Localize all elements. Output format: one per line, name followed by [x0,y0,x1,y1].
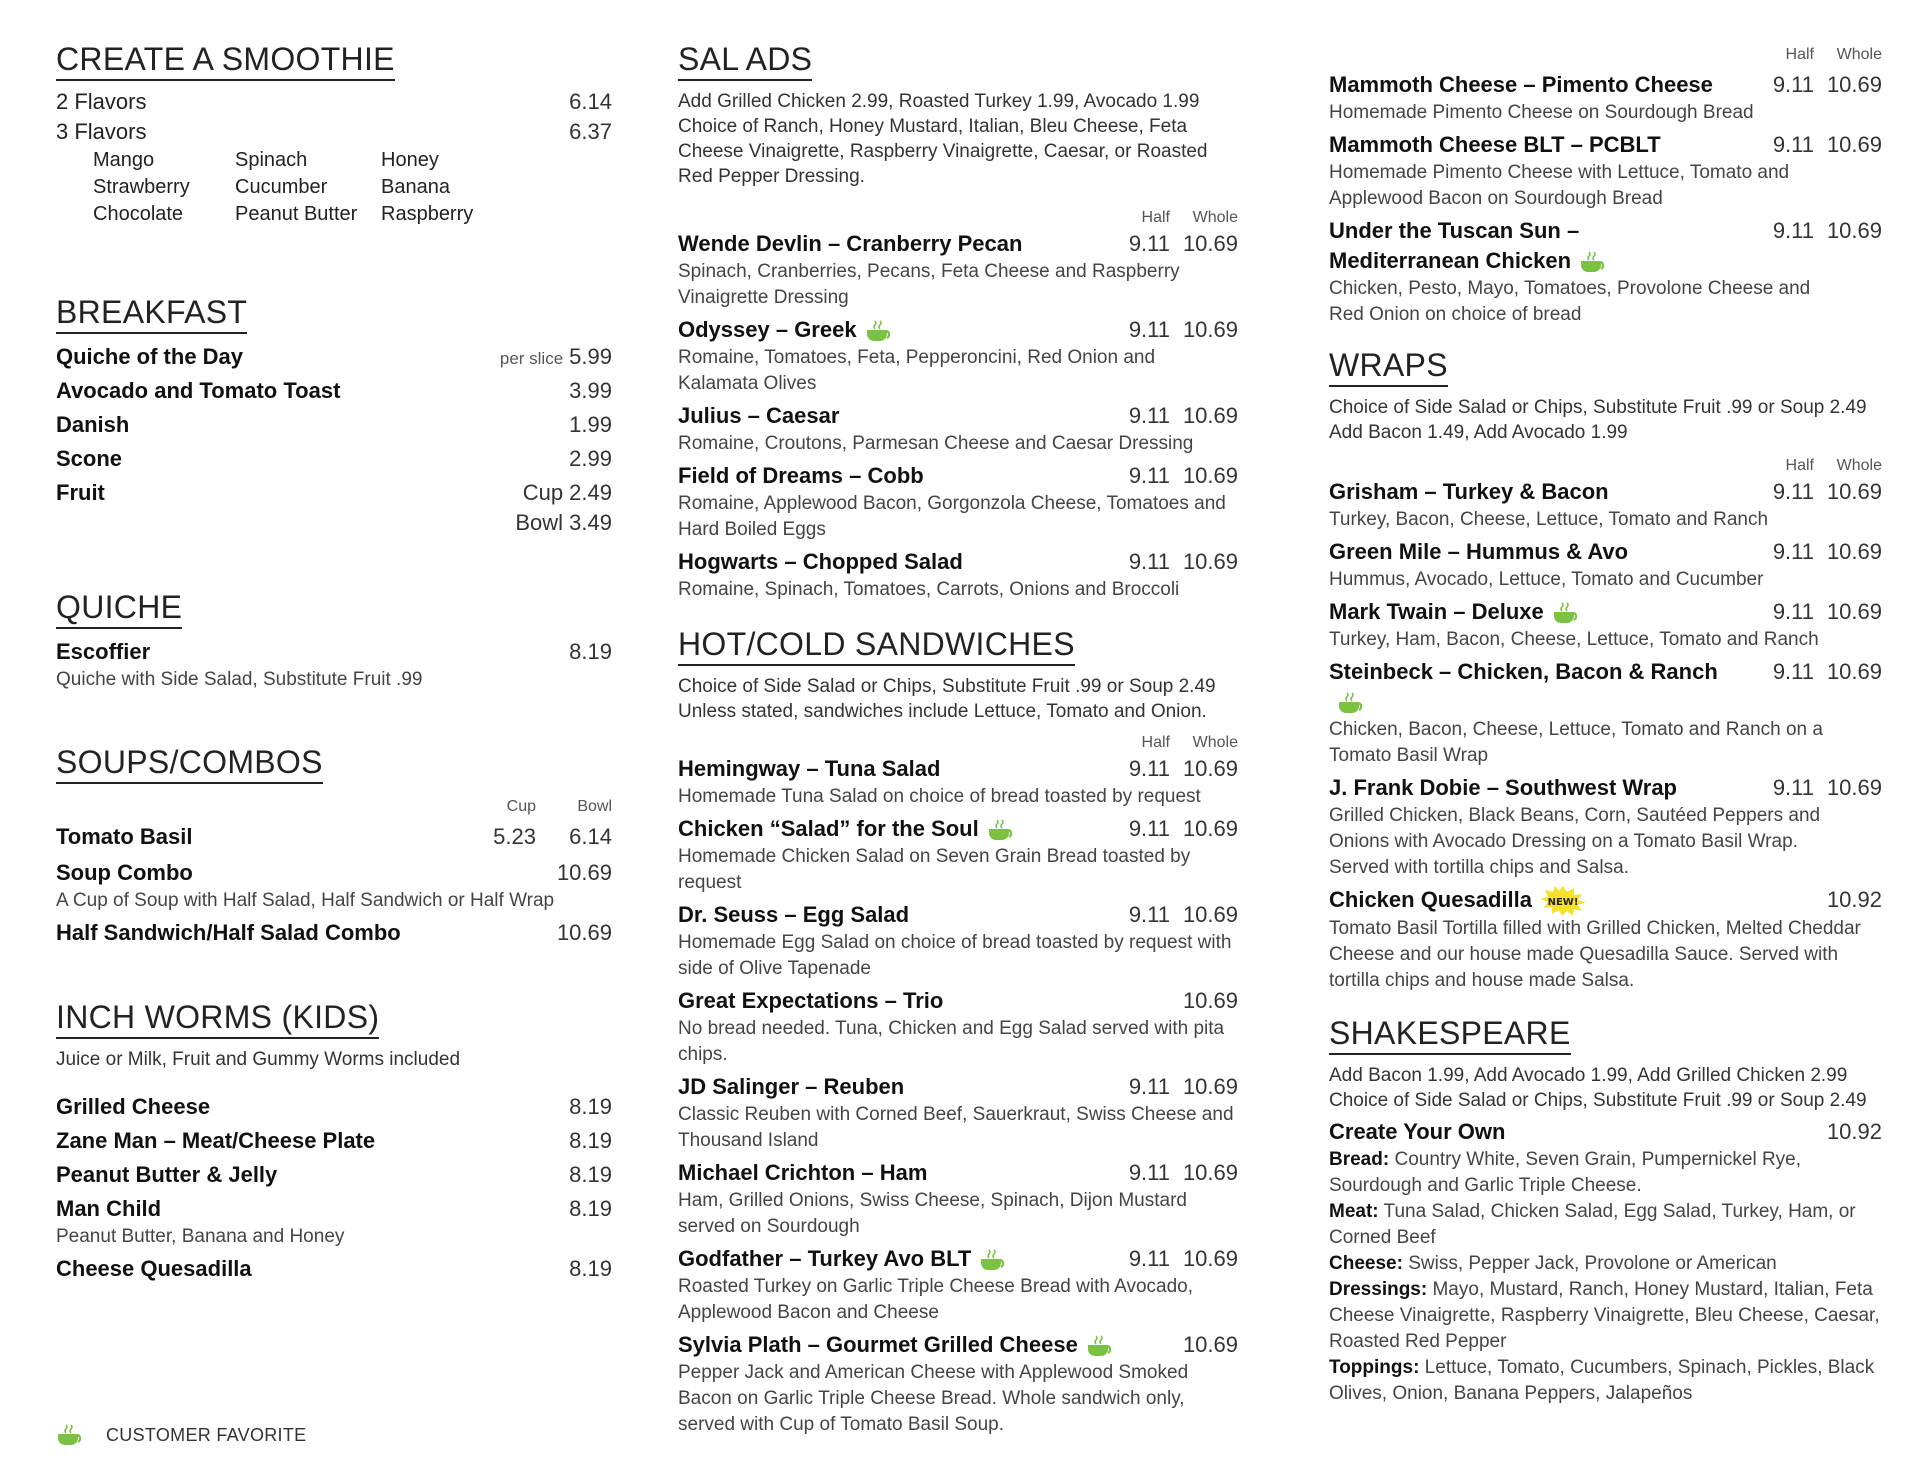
item-price-whole: 10.69 [1182,816,1238,841]
item-name: Hemingway – Tuna Salad [678,756,941,781]
item-desc: Roasted Turkey on Garlic Triple Cheese Bread with Avocado, Applewood Bacon and Cheese [678,1276,1194,1323]
item-price-whole: 10.69 [1182,1074,1238,1099]
half-whole-header [1329,44,1882,66]
item-price-cup: 5.23 [493,824,536,849]
menu-item [1329,597,1882,627]
smoothie-section [56,40,612,228]
menu-item [678,401,1238,431]
item-name [1329,657,1742,717]
wraps-heading: WRAPS [1329,346,1448,387]
item-desc: Romaine, Tomatoes, Feta, Pepperoncini, Red Onion and Kalamata Olives [678,347,1156,394]
item-name: Great Expectations – Trio [678,988,944,1013]
shakespeare-note: Add Bacon 1.99, Add Avocado 1.99, Add Grilled Chicken 2.99 Choice of Side Salad or Chips, Substitute Fruit .99 or Soup 2.49 [1329,1065,1867,1112]
item-price: 8.19 [569,1094,612,1119]
item-name: JD Salinger – Reuben [678,1074,905,1099]
item-price-half: 9.11 [1128,231,1170,256]
item-name: Soup Combo [56,860,193,885]
smoothie-size-row [56,87,612,117]
item-desc: Peanut Butter, Banana and Honey [56,1226,345,1247]
menu-item [56,444,612,474]
item-price-half: 9.11 [1772,775,1814,800]
menu-item [1329,1117,1882,1147]
item-desc: Homemade Pimento Cheese with Lettuce, Tomato and Applewood Bacon on Sourdough Bread [1329,162,1790,209]
item-name-text: Odyssey – Greek [678,317,857,342]
item-price: 8.19 [569,1128,612,1153]
option-label: Meat: [1329,1201,1379,1223]
menu-item [1329,885,1882,916]
flavor-item: Chocolate [93,203,184,225]
menu-item [1329,773,1882,803]
item-name [678,1244,1098,1274]
menu-item [678,1330,1238,1360]
option-line [1329,1355,1882,1407]
item-name: Fruit [56,480,105,505]
item-price-whole: 10.69 [1826,599,1882,624]
soups-heading: SOUPS/COMBOS [56,743,323,784]
menu-item [56,1194,612,1224]
salads-section [678,40,1238,603]
item-name: Mammoth Cheese BLT – PCBLT [1329,132,1661,157]
item-price-half: 9.11 [1772,659,1814,684]
menu-item [1329,216,1882,246]
option-line [1329,1251,1882,1277]
menu-item [678,1072,1238,1102]
menu-item [678,900,1238,930]
item-price-whole: 10.69 [1826,132,1882,157]
item-name: Scone [56,446,123,471]
item-name-text: Godfather – Turkey Avo BLT [678,1246,972,1271]
menu-item [1329,657,1882,717]
item-price: 2.99 [569,446,612,471]
col-half: Half [1785,46,1814,63]
menu-item [1329,537,1882,567]
half-whole-header [678,732,1238,754]
item-price-whole: 10.69 [1182,1332,1238,1357]
item-desc: Grilled Chicken, Black Beans, Corn, Sautéed Peppers and Onions with Avocado Dressing on a Tomato Basil Wrap. Served with tortilla chips and Salsa. [1329,805,1821,878]
item-name [678,1330,1170,1360]
col-whole: Whole [1836,457,1882,474]
menu-item [1329,477,1882,507]
item-name: Zane Man – Meat/Cheese Plate [56,1128,376,1153]
item-price-whole: 10.69 [1826,659,1882,684]
menu-item [678,1158,1238,1188]
item-desc: Hummus, Avocado, Lettuce, Tomato and Cucumber [1329,569,1764,590]
item-unit: per slice [499,349,564,368]
item-price-half: 9.11 [1128,1074,1170,1099]
item-desc: Pepper Jack and American Cheese with Applewood Smoked Bacon on Garlic Triple Cheese Bread. Whole sandwich only, served with Cup of Tomato Basil Soup. [678,1362,1189,1435]
item-price-whole: 10.69 [1182,1246,1238,1271]
shakespeare-heading: SHAKESPEARE [1329,1014,1571,1055]
coffee-cup-icon [979,1249,1007,1271]
col-whole: Whole [1192,209,1238,226]
item-name-text: Chicken “Salad” for the Soul [678,816,979,841]
item-price-whole: 10.69 [1826,479,1882,504]
menu-item [56,918,612,948]
option-label: Toppings: [1329,1357,1420,1379]
item-desc: Quiche with Side Salad, Substitute Fruit .99 [56,669,423,690]
item-desc: Chicken, Pesto, Mayo, Tomatoes, Provolone Cheese and Red Onion on choice of bread [1329,278,1811,325]
sandwiches-note: Choice of Side Salad or Chips, Substitute Fruit .99 or Soup 2.49 Unless stated, sandwiches include Lettuce, Tomato and Onion. [678,676,1216,722]
col-whole: Whole [1192,734,1238,751]
half-whole-header [678,207,1238,229]
half-whole-header [1329,455,1882,477]
sandwiches-section [678,625,1238,1438]
new-badge [1540,886,1586,916]
option-text: Tuna Salad, Chicken Salad, Egg Salad, Turkey, Ham, or Corned Beef [1329,1201,1856,1249]
menu-item [678,229,1238,259]
menu-item [56,410,612,440]
menu-item [678,1244,1238,1274]
menu-item [678,814,1238,844]
item-desc: Turkey, Ham, Bacon, Cheese, Lettuce, Tomato and Ranch [1329,629,1819,650]
menu-item [678,315,1238,345]
quiche-section [56,588,612,693]
col-half: Half [1141,209,1170,226]
item-desc: Ham, Grilled Onions, Swiss Cheese, Spinach, Dijon Mustard served on Sourdough [678,1190,1187,1237]
item-price: 8.19 [569,1256,612,1281]
menu-item [1329,70,1882,100]
coffee-cup-icon [56,1424,84,1446]
coffee-cup-icon [987,819,1015,841]
item-price-half: 9.11 [1772,132,1814,157]
item-price-whole: 10.69 [1826,775,1882,800]
item-name: Dr. Seuss – Egg Salad [678,902,910,927]
item-name: Mammoth Cheese – Pimento Cheese [1329,72,1713,97]
menu-item [56,1160,612,1190]
item-price: 10.92 [1826,887,1882,912]
item-price: 10.69 [556,860,612,885]
item-name: Julius – Caesar [678,403,840,428]
item-name: Grisham – Turkey & Bacon [1329,479,1609,504]
item-price-half: 9.11 [1128,403,1170,428]
item-desc: Homemade Chicken Salad on Seven Grain Bread toasted by request [678,846,1191,893]
item-name: Quiche of the Day [56,344,244,369]
breakfast-heading: BREAKFAST [56,293,247,334]
item-name: Half Sandwich/Half Salad Combo [56,920,401,945]
item-name-text: Mediterranean Chicken [1329,248,1572,273]
coffee-cup-icon [1579,251,1607,273]
soups-section [56,743,612,948]
menu-item [56,1254,612,1284]
item-desc: Spinach, Cranberries, Pecans, Feta Cheese and Raspberry Vinaigrette Dressing [678,261,1180,308]
kids-heading: INCH WORMS (KIDS) [56,998,379,1039]
wraps-section [1329,346,1882,994]
item-price-half: 9.11 [1128,1246,1170,1271]
option-label: Bread: [1329,1149,1390,1171]
item-price: 1.99 [569,412,612,437]
item-name: Escoffier [56,639,151,664]
item-price-half: 9.11 [1128,317,1170,342]
menu-item [1329,130,1882,160]
salads-heading: SAL ADS [678,40,812,81]
flavor-item: Banana [381,176,450,198]
menu-item [678,547,1238,577]
item-price-whole: 10.69 [1826,72,1882,97]
item-price-whole: 10.69 [1182,902,1238,927]
item-name [1329,597,1742,627]
item-price: 8.19 [569,1196,612,1221]
item-price-whole: 10.69 [1182,403,1238,428]
option-label: Cheese: [1329,1253,1403,1275]
item-price-whole: 10.69 [1182,549,1238,574]
smoothie-heading: CREATE A SMOOTHIE [56,40,395,81]
item-name: Tomato Basil [56,824,193,849]
item-price-whole: 10.69 [1182,317,1238,342]
item-desc: Turkey, Bacon, Cheese, Lettuce, Tomato and Ranch [1329,509,1769,530]
item-price: 10.92 [1826,1119,1882,1145]
option-text: Mayo, Mustard, Ranch, Honey Mustard, Italian, Feta Cheese Vinaigrette, Raspberry Vinaigrette, Bleu Cheese, Caesar, Roasted Red Pepper [1329,1279,1880,1353]
item-price-half: 9.11 [1128,816,1170,841]
item-desc: A Cup of Soup with Half Salad, Half Sandwich or Half Wrap [56,890,555,911]
option-text: Lettuce, Tomato, Cucumbers, Spinach, Pickles, Black Olives, Onion, Banana Peppers, Jalapeños [1329,1357,1875,1405]
item-price: 8.19 [569,639,612,664]
option-line [1329,1199,1882,1251]
item-price-half: 9.11 [1128,756,1170,781]
item-name: Under the Tuscan Sun – [1329,218,1580,243]
coffee-cup-icon [1552,602,1580,624]
sandwiches-continued [1329,44,1882,328]
item-price-bowl: 6.14 [569,824,612,849]
customer-favorite-legend [56,1424,306,1446]
option-text: Country White, Seven Grain, Pumpernickel Rye, Sourdough and Garlic Triple Cheese. [1329,1149,1802,1197]
item-price-whole: 10.69 [1826,539,1882,564]
item-price-half: 9.11 [1772,218,1814,243]
item-desc: Classic Reuben with Corned Beef, Sauerkraut, Swiss Cheese and Thousand Island [678,1104,1234,1151]
item-price: 10.69 [556,920,612,945]
item-price-whole: 10.69 [1182,463,1238,488]
kids-note: Juice or Milk, Fruit and Gummy Worms included [56,1049,461,1070]
col-bowl: Bowl [577,798,612,815]
item-desc: Romaine, Spinach, Tomatoes, Carrots, Onions and Broccoli [678,579,1180,600]
item-name: Man Child [56,1196,162,1221]
item-price-whole: 10.69 [1182,756,1238,781]
col-cup: Cup [506,798,536,815]
coffee-cup-icon [1086,1335,1114,1357]
menu-item [56,637,612,667]
item-name: Field of Dreams – Cobb [678,463,924,488]
item-price-half: 9.11 [1128,1160,1170,1185]
flavor-item: Raspberry [381,203,474,225]
item-desc: Homemade Egg Salad on choice of bread toasted by request with side of Olive Tapenade [678,932,1232,979]
item-desc: Homemade Pimento Cheese on Sourdough Bread [1329,102,1754,123]
item-desc: Chicken, Bacon, Cheese, Lettuce, Tomato and Ranch on a Tomato Basil Wrap [1329,719,1823,766]
kids-section [56,998,612,1284]
shakespeare-section [1329,1014,1882,1407]
item-name: Cheese Quesadilla [56,1256,252,1281]
smoothie-size-price: 6.14 [569,89,612,114]
menu-item-extra [56,508,612,538]
item-name: Danish [56,412,130,437]
menu-item [56,342,612,372]
item-price-half: 9.11 [1128,902,1170,927]
item-name [1329,885,1762,916]
menu-item [56,1126,612,1156]
quiche-heading: QUICHE [56,588,182,629]
item-price-half: 9.11 [1772,479,1814,504]
flavor-item: Mango [93,149,155,171]
item-price-half: 9.11 [1128,549,1170,574]
item-desc: No bread needed. Tuna, Chicken and Egg Salad served with pita chips. [678,1018,1225,1065]
smoothie-size-label: 3 Flavors [56,119,147,144]
option-line [1329,1147,1882,1199]
menu-item [56,478,612,508]
item-desc: Romaine, Applewood Bacon, Gorgonzola Cheese, Tomatoes and Hard Boiled Eggs [678,493,1226,540]
menu-item [678,986,1238,1016]
item-price-whole: 10.69 [1182,988,1238,1013]
item-price-half: 9.11 [1772,72,1814,97]
item-price-whole: 10.69 [1826,218,1882,243]
col-half: Half [1141,734,1170,751]
flavor-item: Spinach [235,149,308,171]
flavor-item: Peanut Butter [235,203,358,225]
item-name-text: Sylvia Plath – Gourmet Grilled Cheese [678,1332,1078,1357]
menu-item [678,754,1238,784]
menu-item [56,858,612,888]
item-name [678,814,1098,844]
item-desc: Tomato Basil Tortilla filled with Grilled Chicken, Melted Cheddar Cheese and our house made Quesadilla Sauce. Served with tortilla chips and house made Salsa. [1329,918,1861,992]
item-name-text: Steinbeck – Chicken, Bacon & Ranch [1329,659,1718,684]
item-price-whole: 10.69 [1182,231,1238,256]
menu-item [56,376,612,406]
item-name: Avocado and Tomato Toast [56,378,341,403]
salads-note: Add Grilled Chicken 2.99, Roasted Turkey 1.99, Avocado 1.99 Choice of Ranch, Honey Mustard, Italian, Bleu Cheese, Feta Cheese Vinaigrette, Raspberry Vinaigrette, Caesar, or Roasted Red Pepper Dressing. [678,91,1208,187]
item-desc: Romaine, Croutons, Parmesan Cheese and Caesar Dressing [678,433,1194,454]
item-price-bowl: Bowl 3.49 [515,510,612,535]
flavor-item: Cucumber [235,176,328,198]
item-price-half: 9.11 [1772,539,1814,564]
item-name: Hogwarts – Chopped Salad [678,549,963,574]
item-name: Create Your Own [1329,1119,1506,1145]
legend-label: CUSTOMER FAVORITE [106,1424,307,1445]
item-price-whole: 10.69 [1182,1160,1238,1185]
item-price-half: 9.11 [1772,599,1814,624]
smoothie-size-price: 6.37 [569,119,612,144]
col-half: Half [1785,457,1814,474]
item-name-text: Chicken Quesadilla [1329,887,1532,912]
coffee-cup-icon [865,320,893,342]
item-price-cup: Cup 2.49 [522,480,612,505]
item-name: Wende Devlin – Cranberry Pecan [678,231,1023,256]
sandwiches-heading: HOT/COLD SANDWICHES [678,625,1075,666]
item-name: J. Frank Dobie – Southwest Wrap [1329,775,1677,800]
item-name [678,315,1098,345]
flavor-grid [93,147,612,228]
col-whole: Whole [1836,46,1882,63]
flavor-item: Honey [381,149,439,171]
item-name-line2 [1329,246,1882,276]
item-price: 3.99 [569,378,612,403]
item-name: Peanut Butter & Jelly [56,1162,278,1187]
smoothie-size-row [56,117,612,147]
wraps-note: Choice of Side Salad or Chips, Substitute Fruit .99 or Soup 2.49 Add Bacon 1.49, Add Avocado 1.99 [1329,397,1867,443]
item-price: 8.19 [569,1162,612,1187]
new-badge-text: NEW! [1547,897,1579,909]
breakfast-section [56,293,612,538]
smoothie-size-label: 2 Flavors [56,89,147,114]
item-desc: Homemade Tuna Salad on choice of bread toasted by request [678,786,1201,807]
item-price: 5.99 [569,344,612,369]
item-price-half: 9.11 [1128,463,1170,488]
item-name-text: Mark Twain – Deluxe [1329,599,1544,624]
item-name: Michael Crichton – Ham [678,1160,928,1185]
coffee-cup-icon [1337,692,1365,714]
menu-item [56,822,612,852]
cup-bowl-header [56,796,612,818]
option-text: Swiss, Pepper Jack, Provolone or American [1402,1253,1777,1275]
flavor-item: Strawberry [93,176,190,198]
option-line [1329,1277,1882,1355]
menu-item [678,461,1238,491]
item-name: Grilled Cheese [56,1094,211,1119]
option-label: Dressings: [1329,1279,1428,1301]
menu-item [56,1092,612,1122]
item-name: Green Mile – Hummus & Avo [1329,539,1629,564]
